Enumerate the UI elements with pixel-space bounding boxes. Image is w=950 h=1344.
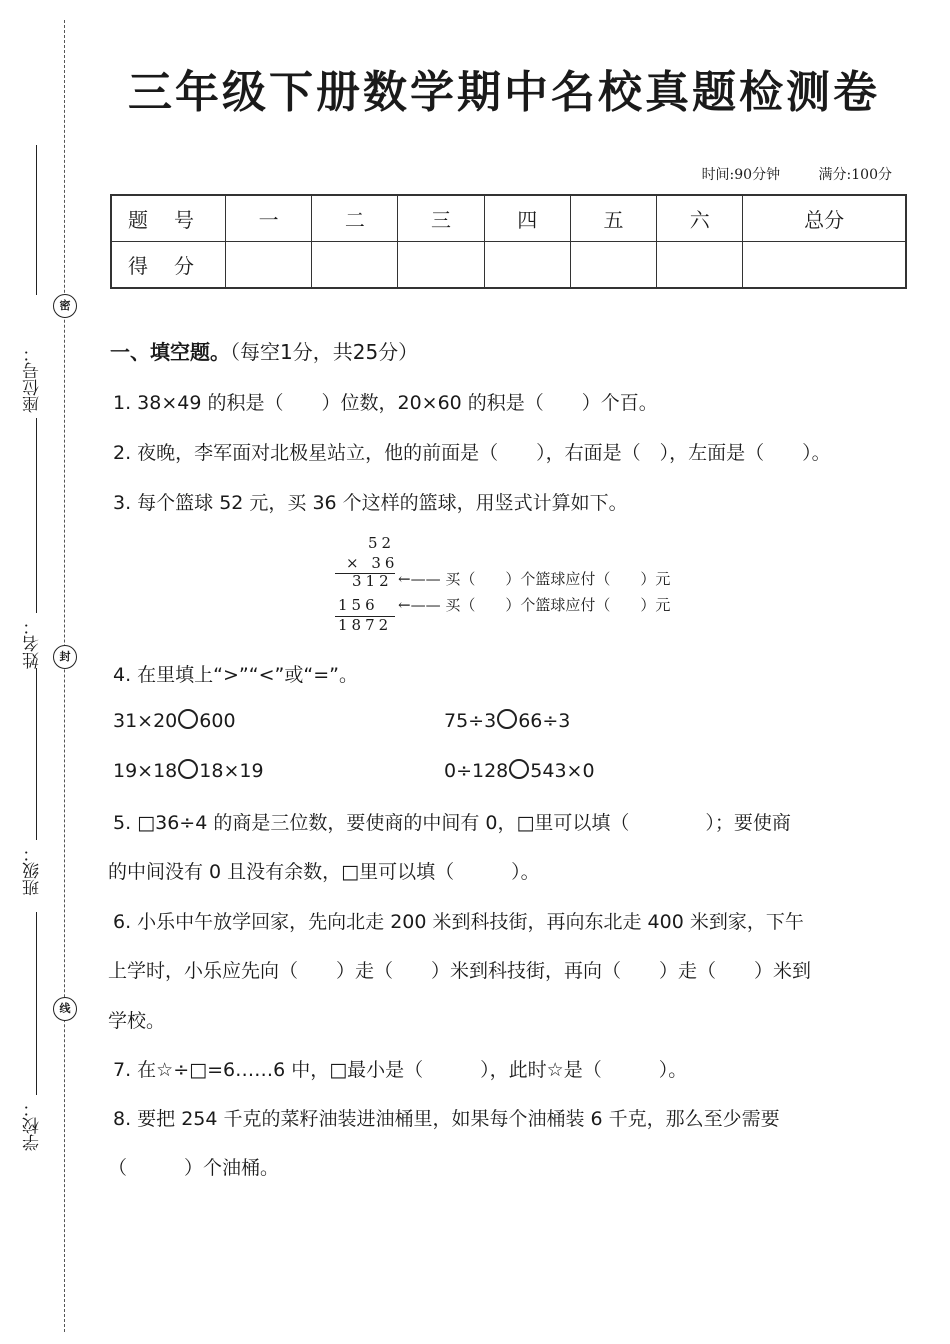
section-1-title	[110, 336, 418, 365]
compare-d	[444, 759, 595, 782]
partial-1-note: ←—— 买（ ）个篮球应付（ ）元	[398, 570, 671, 588]
score-table-header-row	[111, 195, 906, 242]
score-cell[interactable]	[657, 242, 743, 289]
partial-product-1: 312	[352, 572, 393, 590]
circle-blank[interactable]	[497, 709, 517, 729]
compare-d-left: 0÷128	[444, 760, 509, 782]
header-cell: 二	[312, 195, 398, 242]
name-field-rule	[36, 418, 37, 613]
circle-blank[interactable]	[509, 759, 529, 779]
page-title: 三年级下册数学期中名校真题检测卷	[128, 67, 880, 118]
compare-c	[113, 759, 264, 782]
compare-d-right: 543×0	[530, 760, 595, 782]
header-cell: 五	[570, 195, 656, 242]
header-cell: 三	[398, 195, 484, 242]
question-4: 4. 在里填上“>”“<”或“=”。	[113, 664, 358, 686]
multiplier: × 36	[346, 554, 399, 572]
circle-blank[interactable]	[178, 759, 198, 779]
question-2: 2. 夜晚，李军面对北极星站立，他的前面是（ ），右面是（ ），左面是（ ）。	[113, 442, 831, 464]
header-cell: 题号	[111, 195, 226, 242]
score-cell[interactable]	[743, 242, 906, 289]
class-field-rule	[36, 668, 37, 840]
multiplicand: 52	[368, 534, 396, 552]
section-1-heading: 一、填空题。	[110, 340, 230, 364]
seat-field-rule	[36, 145, 37, 295]
compare-a-left: 31×20	[113, 710, 178, 732]
question-8-line-1: 8. 要把 254 千克的菜籽油装进油桶里，如果每个油桶装 6 千克，那么至少需要	[113, 1108, 780, 1130]
exam-time: 时间:90分钟	[701, 167, 781, 183]
header-cell: 一	[226, 195, 312, 242]
binding-dashed-line	[64, 20, 65, 1332]
compare-c-right: 18×19	[199, 760, 264, 782]
question-1: 1. 38×49 的积是（ ）位数，20×60 的积是（ ）个百。	[113, 392, 658, 414]
header-cell: 总分	[743, 195, 906, 242]
score-cell[interactable]	[312, 242, 398, 289]
seat-number-label: 座位号：	[23, 345, 43, 413]
full-score: 满分:100分	[818, 167, 892, 183]
section-1-points: （每空1分，共25分）	[230, 340, 419, 364]
name-label: 姓名：	[23, 618, 43, 669]
header-cell: 六	[657, 195, 743, 242]
seal-feng: 封	[53, 645, 77, 669]
question-7: 7. 在☆÷□=6……6 中，□最小是（ ），此时☆是（ ）。	[113, 1059, 688, 1081]
partial-product-2: 156	[338, 596, 379, 614]
question-5-line-1: 5. □36÷4 的商是三位数，要使商的中间有 0，□里可以填（ ）；要使商	[113, 812, 791, 834]
question-6-line-3: 学校。	[108, 1010, 166, 1032]
score-cell[interactable]	[398, 242, 484, 289]
score-cell[interactable]	[570, 242, 656, 289]
compare-b-left: 75÷3	[444, 710, 497, 732]
question-6-line-1: 6. 小乐中午放学回家，先向北走 200 米到科技街，再向东北走 400 米到家，下午	[113, 911, 804, 933]
seal-mi: 密	[53, 294, 77, 318]
question-5-line-2: 的中间没有 0 且没有余数，□里可以填（ ）。	[108, 861, 540, 883]
score-table	[110, 194, 907, 289]
question-3: 3. 每个篮球 52 元，买 36 个这样的篮球，用竖式计算如下。	[113, 492, 628, 514]
school-field-rule	[36, 912, 37, 1095]
compare-b-right: 66÷3	[518, 710, 571, 732]
class-label: 班级：	[23, 845, 43, 896]
compare-c-left: 19×18	[113, 760, 178, 782]
compare-a-right: 600	[199, 710, 236, 732]
score-cell[interactable]	[226, 242, 312, 289]
seal-xian: 线	[53, 997, 77, 1021]
score-table-score-row	[111, 242, 906, 289]
compare-a	[113, 709, 236, 732]
compare-b	[444, 709, 570, 732]
score-row-label: 得分	[111, 242, 226, 289]
circle-blank[interactable]	[178, 709, 198, 729]
product: 1872	[338, 616, 393, 634]
question-6-line-2: 上学时，小乐应先向（ ）走（ ）米到科技街，再向（ ）走（ ）米到	[108, 960, 812, 982]
score-cell[interactable]	[484, 242, 570, 289]
header-cell: 四	[484, 195, 570, 242]
question-8-line-2: （ ）个油桶。	[108, 1157, 280, 1179]
school-label: 学校：	[23, 1100, 43, 1151]
partial-2-note: ←—— 买（ ）个篮球应付（ ）元	[398, 596, 671, 614]
time-info	[668, 164, 892, 184]
